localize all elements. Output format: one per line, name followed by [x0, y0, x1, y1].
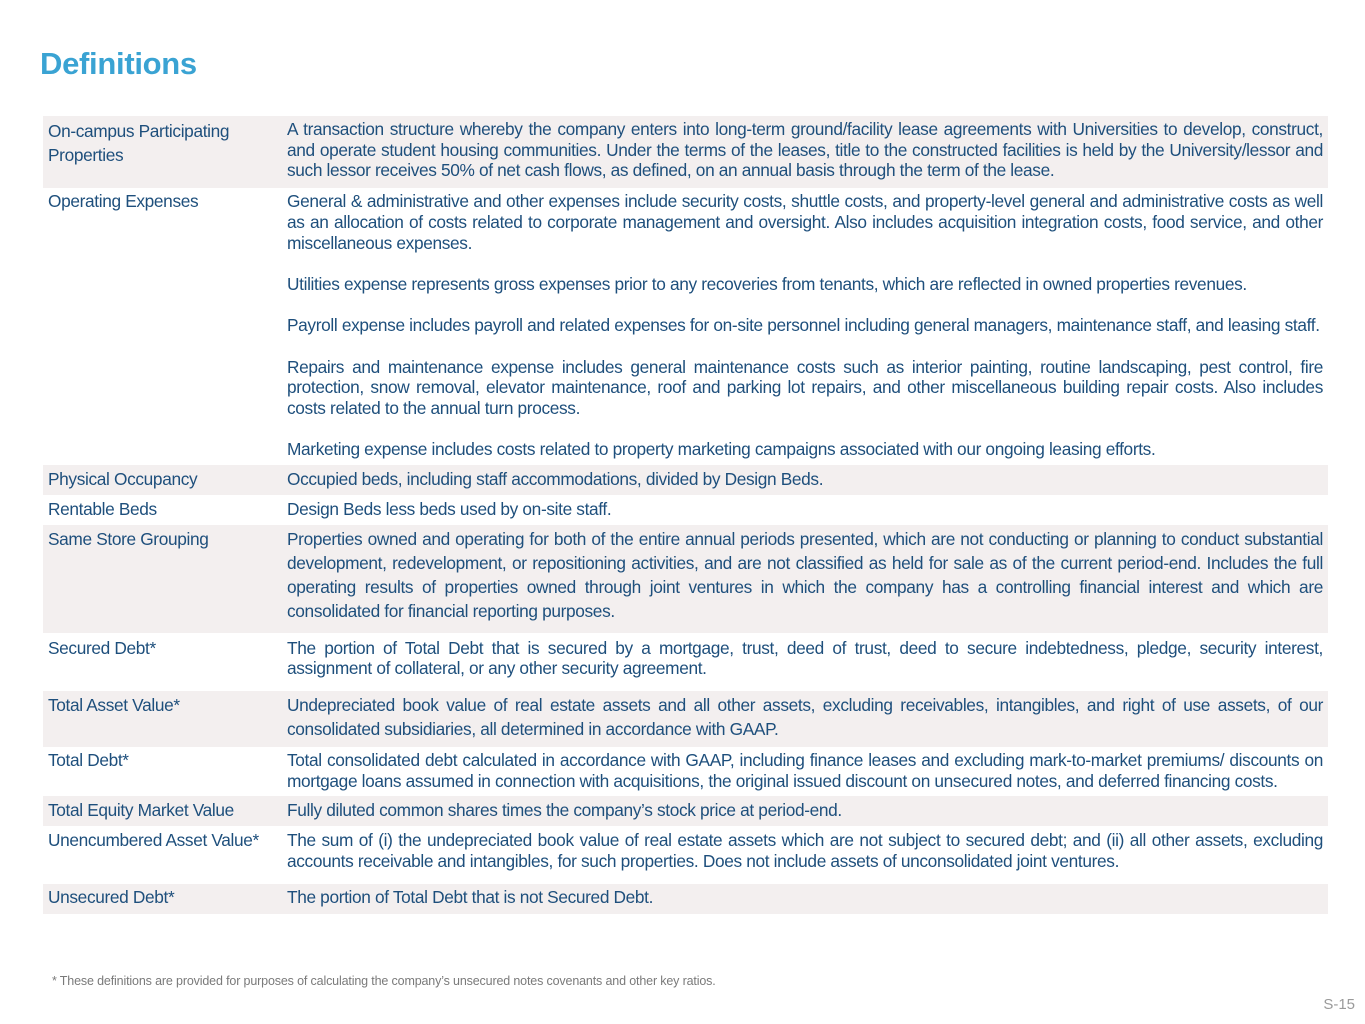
definition-term: Rentable Beds	[48, 498, 157, 519]
definition-term: Total Equity Market Value	[48, 800, 234, 821]
definition-row	[43, 691, 1328, 747]
definition-row	[43, 116, 1328, 188]
definition-text	[287, 119, 1328, 181]
definition-row	[43, 747, 1328, 796]
definition-paragraph: Design Beds less beds used by on-site staff.	[287, 498, 612, 519]
definition-text	[287, 469, 1328, 490]
definition-term: Unsecured Debt*	[48, 886, 175, 907]
definition-text	[287, 191, 1328, 460]
definitions-table	[43, 116, 1328, 914]
definition-paragraph: Repairs and maintenance expense includes general maintenance costs such as interior painting, routine landscaping, pest control, fire protection, snow removal, elevator maintenance, roof and parking lot repairs, and other miscellaneous building repair costs. Also includes costs related to the annual turn process.	[287, 356, 1323, 419]
definition-paragraph: Marketing expense includes costs related to property marketing campaigns associated with our ongoing leasing efforts.	[287, 439, 1156, 460]
definition-term: Total Asset Value*	[48, 695, 180, 715]
definition-paragraph: Properties owned and operating for both of the entire annual periods presented, which are not conducting or planning to conduct substantial development, redevelopment, or repositioning activities, and are not classified as held for sale as of the current period-end. Includes the full operating results of properties owned through joint ventures in which the company has a controlling financial interest and which are consolidated for financial reporting purposes.	[287, 528, 1323, 621]
definition-paragraph: Utilities expense represents gross expenses prior to any recoveries from tenants, which are reflected in owned properties revenues.	[287, 273, 1247, 294]
definition-text	[287, 499, 1328, 520]
definition-term: Unencumbered Asset Value*	[48, 830, 259, 851]
definition-term: Operating Expenses	[48, 191, 199, 212]
definition-row	[43, 525, 1328, 633]
definition-paragraph: The portion of Total Debt that is not Secured Debt.	[287, 886, 654, 907]
definition-paragraph: A transaction structure whereby the company enters into long-term ground/facility lease agreements with Universities to develop, construct, and operate student housing communities. Under the terms of the leases, title to the constructed facilities is held by the University/lessor and such lessor receives 50% of net cash flows, as defined, on an annual basis through the term of the lease.	[287, 119, 1323, 181]
definition-term: On-campus Participating Properties	[48, 121, 230, 165]
definition-paragraph: The portion of Total Debt that is secured by a mortgage, trust, deed of trust, deed to secure indebtedness, pledge, security interest, assignment of collateral, or any other security agreement.	[287, 637, 1323, 679]
definition-row	[43, 826, 1328, 883]
definition-text	[287, 638, 1328, 679]
definition-text	[287, 830, 1328, 871]
definition-text	[287, 527, 1328, 623]
definition-paragraph: Total consolidated debt calculated in accordance with GAAP, including finance leases and excluding mark-to-market premiums/ discounts on mortgage loans assumed in connection with acquisitions, the original issued discount on unsecured notes, and deferred financing costs.	[287, 750, 1323, 791]
definition-paragraph: The sum of (i) the undepreciated book value of real estate assets which are not subject to secured debt; and (ii) all other assets, excluding accounts receivable and intangibles, for such properties. Does not include assets of unconsolidated joint ventures.	[287, 830, 1323, 871]
definition-text	[287, 887, 1328, 908]
definition-paragraph: General & administrative and other expenses include security costs, shuttle costs, and property-level general and administrative costs as well as an allocation of costs related to corporate management and oversight. Also includes acquisition integration costs, food service, and other miscellaneous expenses.	[287, 191, 1323, 253]
footnote: * These definitions are provided for purposes of calculating the company’s unsecured notes covenants and other key ratios.	[52, 974, 716, 988]
definition-row	[43, 884, 1328, 915]
page-title: Definitions	[40, 46, 197, 81]
definition-row	[43, 633, 1328, 691]
definition-row	[43, 796, 1328, 826]
definition-paragraph: Undepreciated book value of real estate assets and all other assets, excluding receivables, intangibles, and right of use assets, of our consolidated subsidiaries, all determined in accordance with GAAP.	[287, 695, 1323, 739]
definition-text	[287, 693, 1328, 741]
definition-paragraph: Payroll expense includes payroll and related expenses for on-site personnel including general managers, maintenance staff, and leasing staff.	[287, 315, 1320, 336]
definition-paragraph: Occupied beds, including staff accommodations, divided by Design Beds.	[287, 469, 824, 490]
definition-text	[287, 750, 1328, 791]
definition-term: Total Debt*	[48, 750, 129, 770]
definition-paragraph: Fully diluted common shares times the company’s stock price at period-end.	[287, 800, 842, 821]
definition-text	[287, 800, 1328, 821]
page-number: S-15	[1323, 996, 1355, 1013]
definition-row	[43, 495, 1328, 525]
definition-term: Same Store Grouping	[48, 528, 209, 549]
definition-term: Physical Occupancy	[48, 469, 198, 490]
definition-row	[43, 465, 1328, 495]
definition-term: Secured Debt*	[48, 637, 156, 658]
definition-row	[43, 188, 1328, 465]
